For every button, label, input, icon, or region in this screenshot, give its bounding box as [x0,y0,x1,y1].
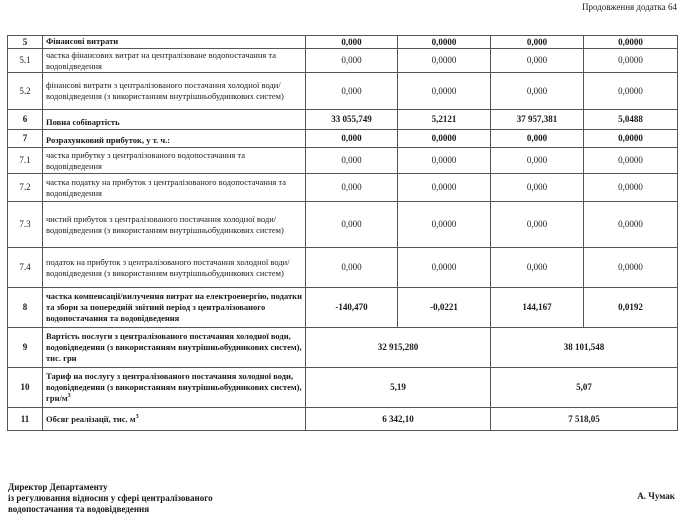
table-row [8,36,678,49]
table-row [8,49,678,73]
row-number: 5 [8,36,43,49]
row-value: 0,0000 [398,248,491,288]
row-number: 7 [8,130,43,148]
row-number: 10 [8,368,43,408]
row-value: 0,000 [491,148,584,174]
row-label: Тариф на послугу з централізованого постачання холодної води, водовідведення (з використанням внутрішньобудинкових систем), грн/$м^3$ [43,368,306,408]
row-value: 0,0000 [584,202,678,248]
footer-line-2: із регулювання відносин у сфері централізованого [8,493,213,503]
row-value: 0,0000 [398,130,491,148]
row-label: частка фінансових витрат на централізоване водопостачання та водовідведення [43,49,306,73]
row-value: 0,0000 [398,36,491,49]
row-value: 32 915,280 [306,328,491,368]
footer-position [8,482,213,515]
row-value: 0,0000 [398,49,491,73]
row-number: 9 [8,328,43,368]
row-value: 0,000 [491,49,584,73]
row-value: 5,2121 [398,110,491,130]
table-row [8,368,678,408]
row-value: 0,0000 [584,130,678,148]
footer-line-1: Директор Департаменту [8,482,108,492]
table-row [8,248,678,288]
row-value: 0,000 [306,202,398,248]
row-value: -0,0221 [398,288,491,328]
row-value: 0,000 [306,148,398,174]
row-number: 5.1 [8,49,43,73]
row-label: Вартість послуги з централізованого постачання холодної води, водовідведення (з використанням внутрішньобудинкових систем), тис. грн [43,328,306,368]
row-value: 0,000 [491,202,584,248]
row-value: 33 055,749 [306,110,398,130]
row-value: 5,07 [491,368,678,408]
row-value: 0,0000 [398,174,491,202]
row-number: 8 [8,288,43,328]
row-label: чистий прибуток з централізованого постачання холодної води/водовідведення (з використанням внутрішньобудинкових систем) [43,202,306,248]
table-row [8,174,678,202]
row-value: 0,0000 [584,174,678,202]
row-value: 0,0000 [584,148,678,174]
row-number: 7.2 [8,174,43,202]
row-number: 7.3 [8,202,43,248]
row-label: частка компенсації/вилучення витрат на електроенергію, податки та збори за попередній звітний період з централізованого водопостачання та водовідведення [43,288,306,328]
row-value: 0,0192 [584,288,678,328]
row-label: податок на прибуток з централізованого постачання холодної води/водовідведення (з використанням внутрішньобудинкових систем) [43,248,306,288]
row-value: 0,000 [306,174,398,202]
header-note: Продовження додатка 64 [581,2,677,12]
row-value: 7 518,05 [491,408,678,431]
row-value: 0,0000 [584,73,678,110]
row-number: 7.1 [8,148,43,174]
row-label: Розрахунковий прибуток, у т. ч.: [43,130,306,148]
row-label: Повна собівартість [43,110,306,130]
row-value: 6 342,10 [306,408,491,431]
table-row [8,73,678,110]
row-value: 0,000 [491,130,584,148]
table-row [8,130,678,148]
row-value: 0,000 [306,248,398,288]
row-value: 38 101,548 [491,328,678,368]
row-value: 0,0000 [398,202,491,248]
row-number: 5.2 [8,73,43,110]
table-row [8,148,678,174]
row-value: 5,0488 [584,110,678,130]
row-value: 0,0000 [398,148,491,174]
tariff-table [7,35,678,431]
row-number: 7.4 [8,248,43,288]
row-value: 0,000 [306,36,398,49]
superscript: 3 [67,393,71,400]
row-label: фінансові витрати з централізованого постачання холодної води/водовідведення (з використанням внутрішньобудинкових систем) [43,73,306,110]
row-value: 0,000 [491,248,584,288]
footer-line-3: водопостачання та водовідведення [8,504,150,514]
row-value: 0,0000 [584,49,678,73]
row-number: 11 [8,408,43,431]
row-value: 0,0000 [398,73,491,110]
row-value: 0,000 [491,73,584,110]
row-value: 5,19 [306,368,491,408]
row-value: 0,000 [306,130,398,148]
table-row [8,288,678,328]
row-value: -140,470 [306,288,398,328]
row-value: 0,0000 [584,36,678,49]
row-value: 0,0000 [584,248,678,288]
row-label: Фінансові витрати [43,36,306,49]
table-row [8,328,678,368]
row-value: 0,000 [491,174,584,202]
table-row [8,202,678,248]
row-label: частка податку на прибуток з централізованого водопостачання та водовідведення [43,174,306,202]
row-value: 144,167 [491,288,584,328]
signer-name: А. Чумак [637,491,675,501]
row-label: частка прибутку з централізованого водопостачання та водовідведення [43,148,306,174]
table-row [8,408,678,431]
row-value: 0,000 [491,36,584,49]
row-value: 0,000 [306,73,398,110]
row-number: 6 [8,110,43,130]
table-row [8,110,678,130]
row-label: Обсяг реалізації, тис. $м^3$ [43,408,306,431]
superscript: 3 [135,413,139,420]
row-value: 0,000 [306,49,398,73]
row-value: 37 957,381 [491,110,584,130]
